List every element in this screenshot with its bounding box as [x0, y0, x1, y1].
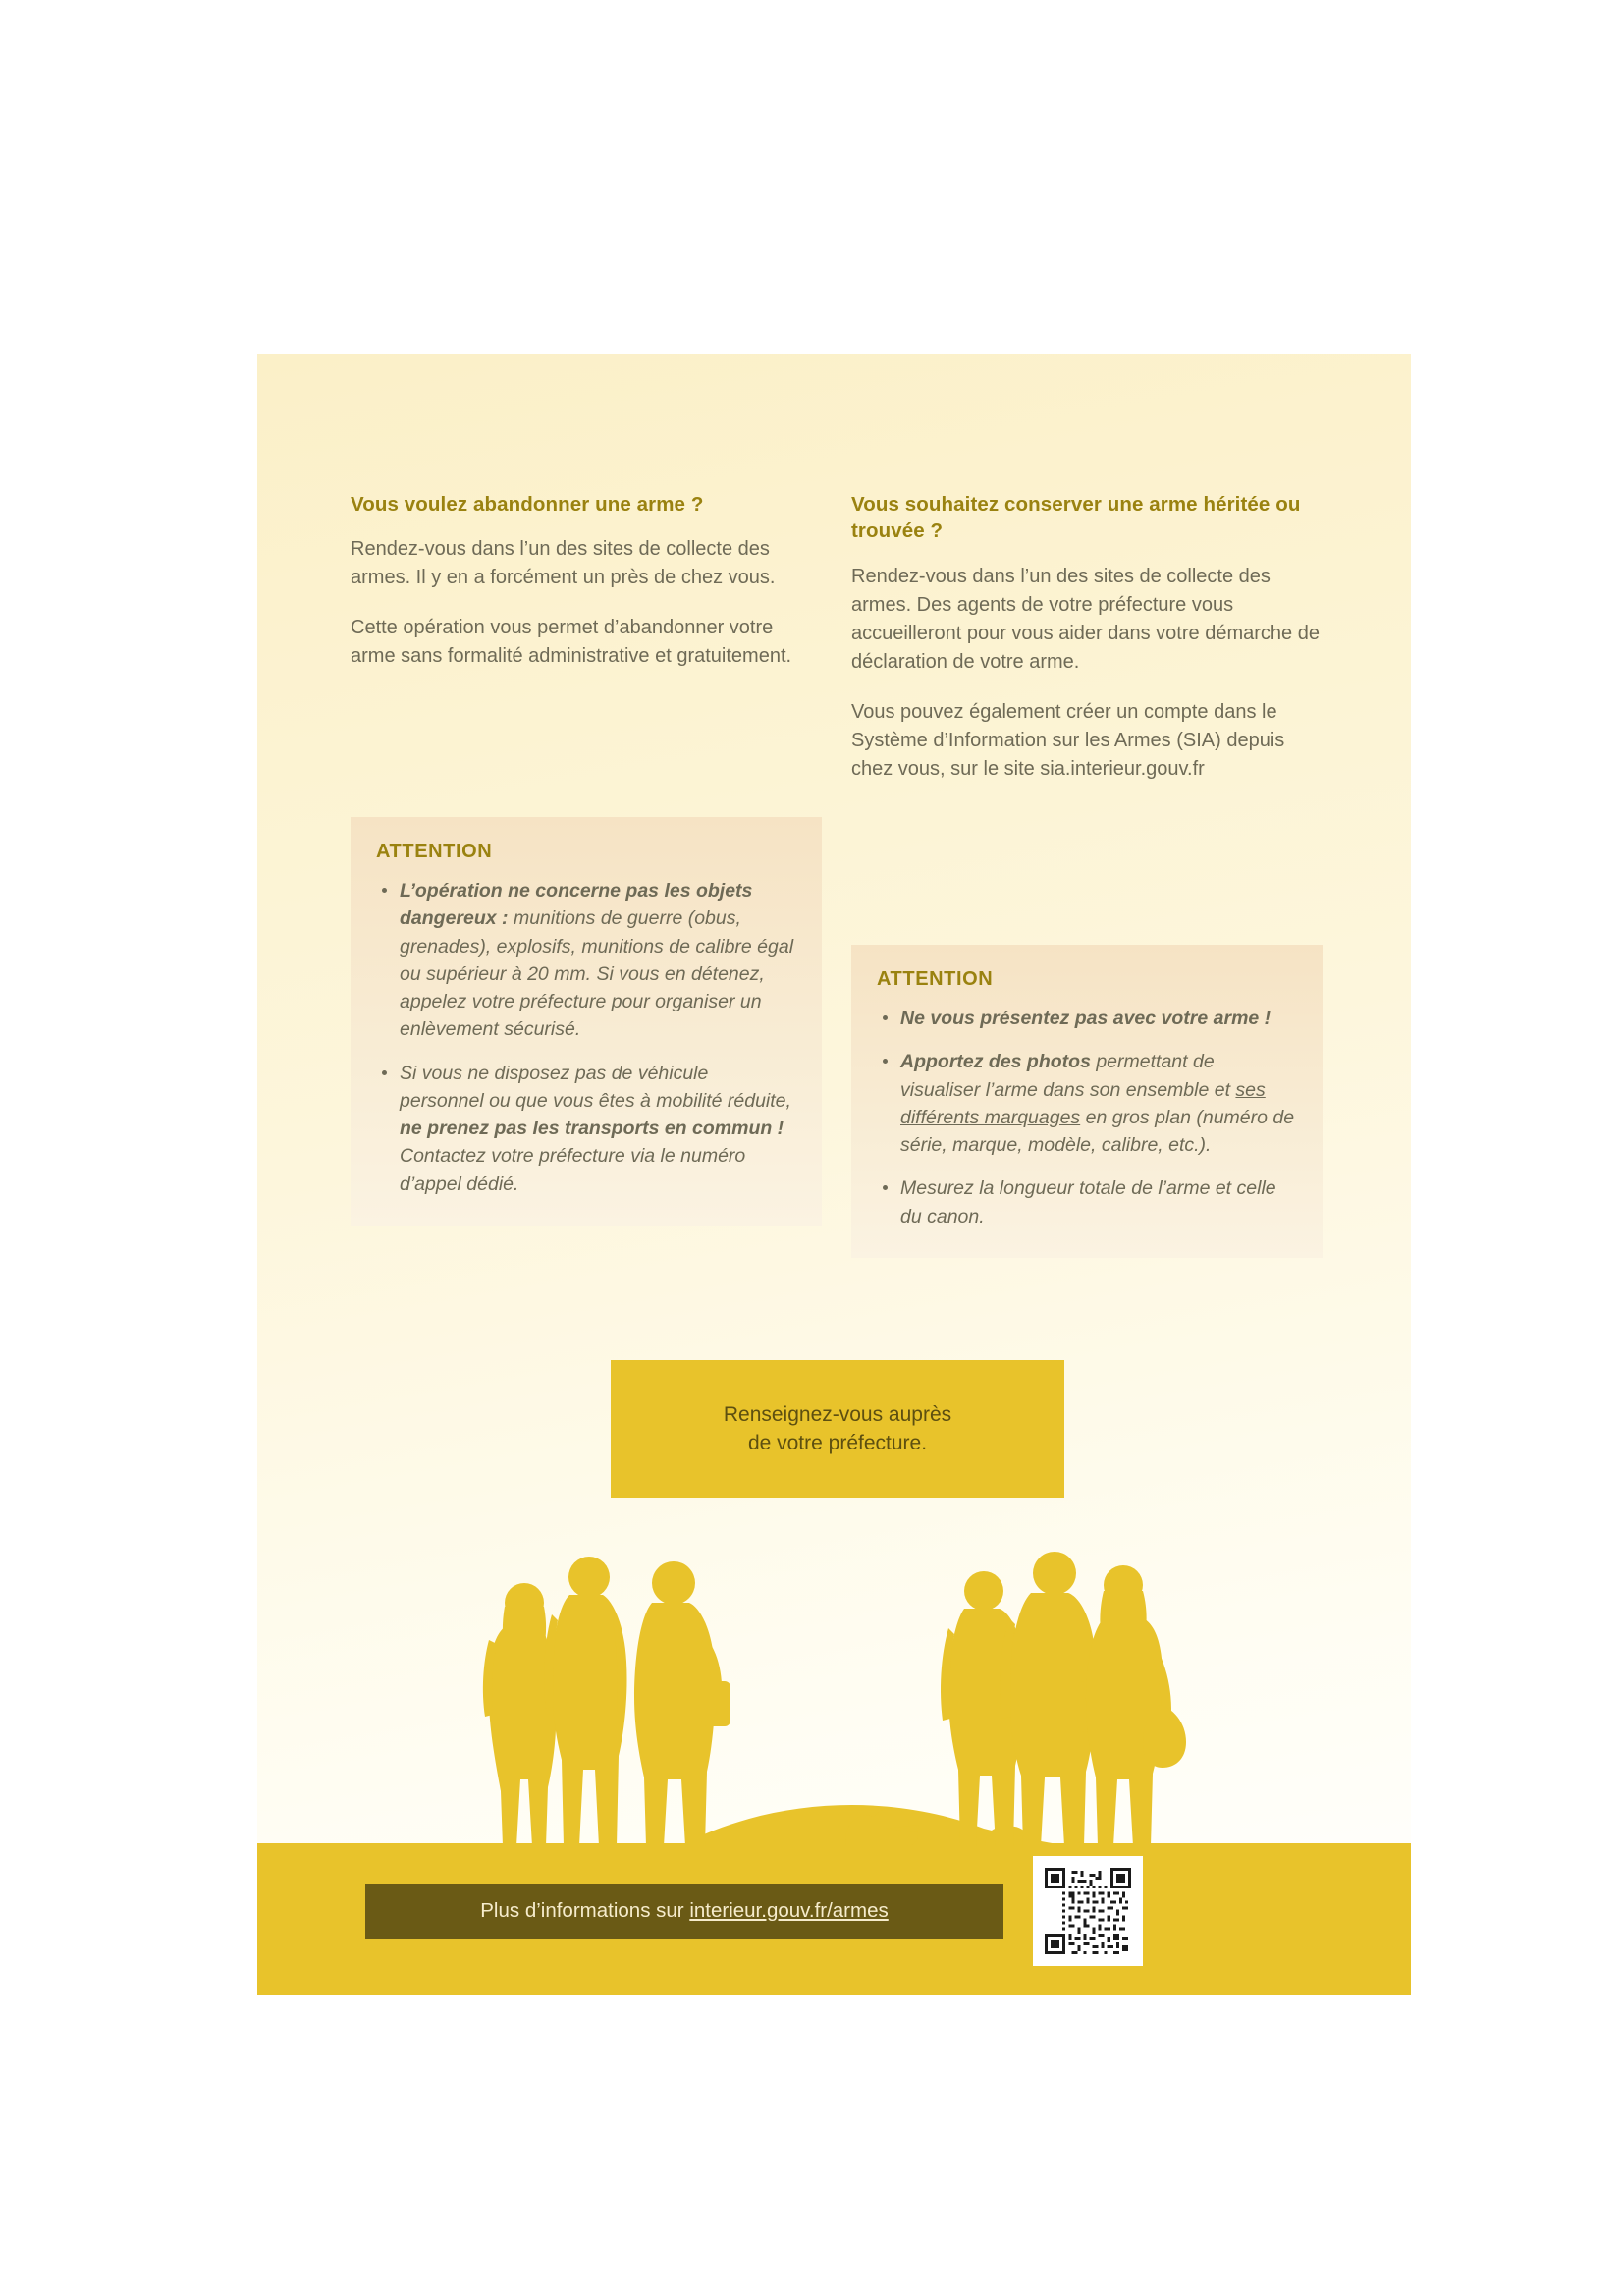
right-column [851, 491, 1323, 1355]
prefecture-callout-text: Renseignez-vous auprès de votre préfecture. [723, 1402, 952, 1454]
content-columns [351, 491, 1323, 1355]
prefecture-callout [611, 1360, 1064, 1498]
left-attention-box [351, 817, 822, 1226]
more-info-url[interactable]: interieur.gouv.fr/armes [689, 1899, 889, 1922]
right-column-title: Vous souhaitez conserver une arme héritée ou trouvée ? [851, 493, 1301, 543]
right-column-paragraph-1: Rendez-vous dans l’un des sites de collecte des armes. Des agents de votre préfecture vous accueilleront pour vous aider dans votre démarche de déclaration de votre arme. [851, 565, 1320, 673]
more-info-text: Plus d’informations sur interieur.gouv.fr/armes [480, 1899, 889, 1922]
right-attention-item-2: Apportez des photos permettant de visualiser l’arme dans son ensemble et ses différents marquages en gros plan (numéro de série, marque, modèle, calibre, etc.). [900, 1051, 1295, 1157]
qr-code[interactable] [1033, 1856, 1143, 1966]
left-attention-title: ATTENTION [376, 841, 493, 862]
list-item [376, 877, 796, 1044]
left-column-paragraph-2: Cette opération vous permet d’abandonner votre arme sans formalité administrative et gratuitement. [351, 617, 792, 668]
left-attention-item-1-lead: L’opération ne concerne pas les objets dangereux : [400, 880, 753, 930]
left-column [351, 491, 822, 1355]
left-column-paragraph-1: Rendez-vous dans l’un des sites de collecte des armes. Il y en a forcément un près de chez vous. [351, 538, 776, 589]
right-attention-box [851, 945, 1323, 1258]
list-item [877, 1005, 1297, 1032]
left-attention-item-1-rest: munitions de guerre (obus, grenades), explosifs, munitions de calibre égal ou supérieur à 20 mm. Si vous en détenez, appelez votre préfecture pour organiser un enlèvement sécurisé. [400, 907, 794, 1041]
more-info-link-bar[interactable] [365, 1884, 1003, 1939]
list-item [376, 1060, 796, 1198]
list-item [877, 1175, 1297, 1230]
right-column-paragraph-2: Vous pouvez également créer un compte dans le Système d’Information sur les Armes (SIA) depuis chez vous, sur le site sia.interieur.gouv.fr [851, 700, 1285, 780]
left-column-title: Vous voulez abandonner une arme ? [351, 493, 704, 516]
list-item [877, 1048, 1297, 1159]
right-attention-title: ATTENTION [877, 968, 994, 990]
left-attention-list [376, 877, 796, 1198]
qr-code-icon [1045, 1868, 1131, 1954]
right-attention-item-3: Mesurez la longueur totale de l’arme et celle du canon. [900, 1177, 1276, 1228]
right-attention-item-1: Ne vous présentez pas avec votre arme ! [900, 1008, 1271, 1029]
right-attention-list [877, 1005, 1297, 1230]
left-attention-item-2-text: Si vous ne disposez pas de véhicule personnel ou que vous êtes à mobilité réduite, ne prenez pas les transports en commun ! Contactez votre préfecture via le numéro d’appel dédié. [400, 1062, 791, 1195]
flyer-panel [257, 354, 1411, 1995]
silhouette-illustration [257, 1534, 1411, 1995]
